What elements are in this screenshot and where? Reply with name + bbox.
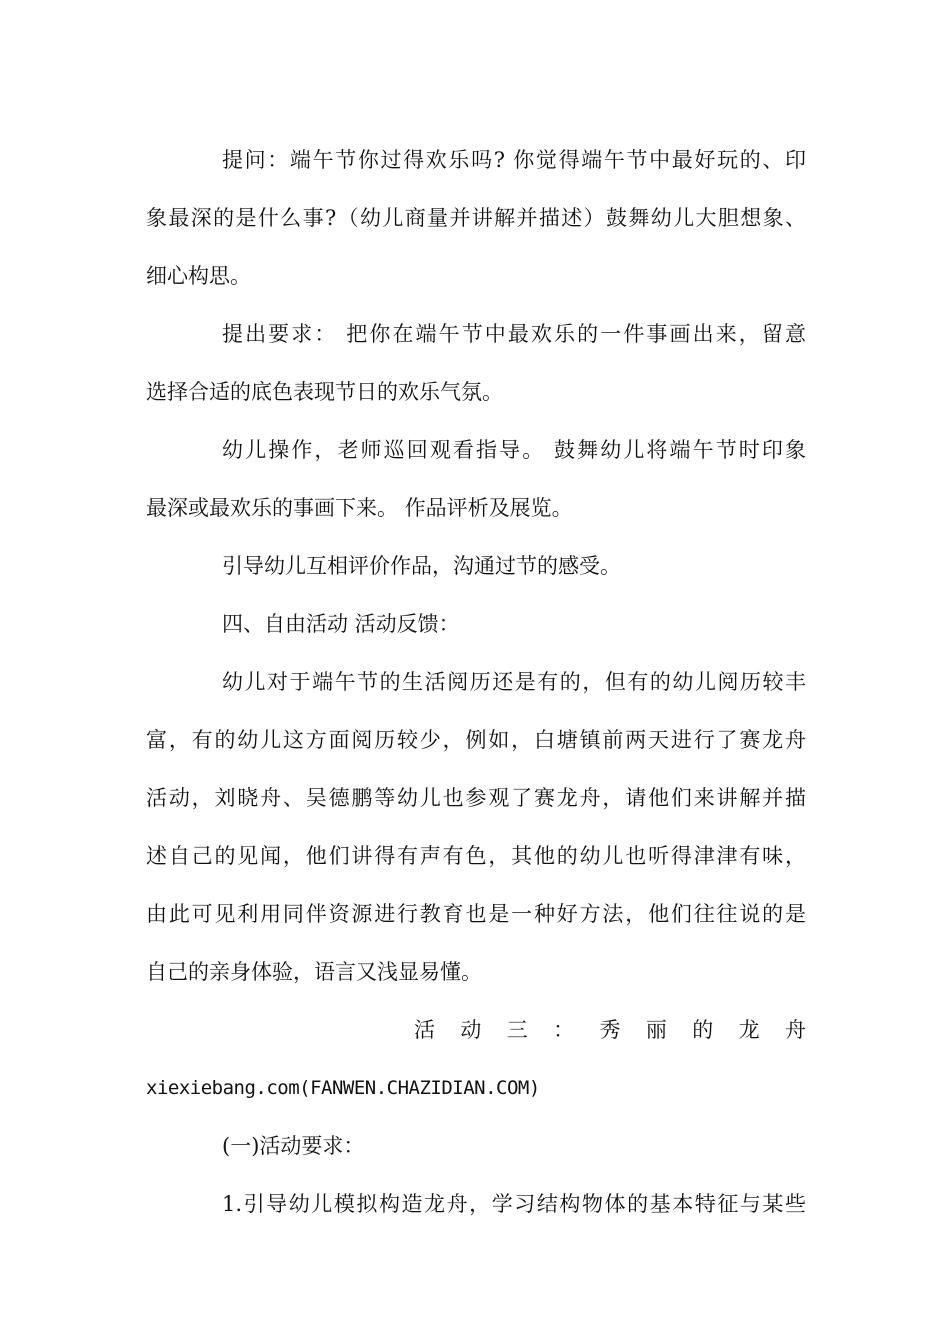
paragraph-line: 活动，刘晓舟、吴德鹏等幼儿也参观了赛龙舟，请他们来讲解并描 xyxy=(146,786,806,810)
activity-heading: 活 动 三 ： 秀 丽 的 龙 舟 xyxy=(414,1018,806,1042)
source-watermark-text: xiexiebang.com(FANWEN.CHAZIDIAN.COM) xyxy=(146,1077,540,1099)
paragraph-line: 象最深的是什么事?（幼儿商量并讲解并描述）鼓舞幼儿大胆想象、 xyxy=(146,206,806,230)
paragraph-line: 富，有的幼儿这方面阅历较少，例如，白塘镇前两天进行了赛龙舟 xyxy=(146,728,806,752)
paragraph-line: 幼儿对于端午节的生活阅历还是有的，但有的幼儿阅历较丰 xyxy=(222,670,806,694)
paragraph-line: 提出要求： 把你在端午节中最欢乐的一件事画出来，留意 xyxy=(222,322,806,346)
paragraph-line: 自己的亲身体验，语言又浅显易懂。 xyxy=(146,960,482,984)
paragraph-line: 选择合适的底色表现节日的欢乐气氛。 xyxy=(146,380,503,404)
paragraph-line: 细心构思。 xyxy=(146,264,251,288)
paragraph-line: 提问：端午节你过得欢乐吗? 你觉得端午节中最好玩的、印 xyxy=(222,148,806,172)
paragraph-line: 幼儿操作，老师巡回观看指导。 鼓舞幼儿将端午节时印象 xyxy=(222,438,806,462)
paragraph-line: 最深或最欢乐的事画下来。 作品评析及展览。 xyxy=(146,496,573,520)
subsection-heading: (一)活动要求： xyxy=(222,1134,365,1158)
paragraph-line: 述自己的见闻，他们讲得有声有色，其他的幼儿也听得津津有味， xyxy=(146,844,806,868)
paragraph-line: 1.引导幼儿模拟构造龙舟，学习结构物体的基本特征与某些 xyxy=(222,1192,806,1216)
paragraph-line: 由此可见利用同伴资源进行教育也是一种好方法，他们往往说的是 xyxy=(146,902,806,926)
paragraph-line: 引导幼儿互相评价作品，沟通过节的感受。 xyxy=(222,554,621,578)
section-heading: 四、自由活动 活动反馈： xyxy=(222,612,460,636)
